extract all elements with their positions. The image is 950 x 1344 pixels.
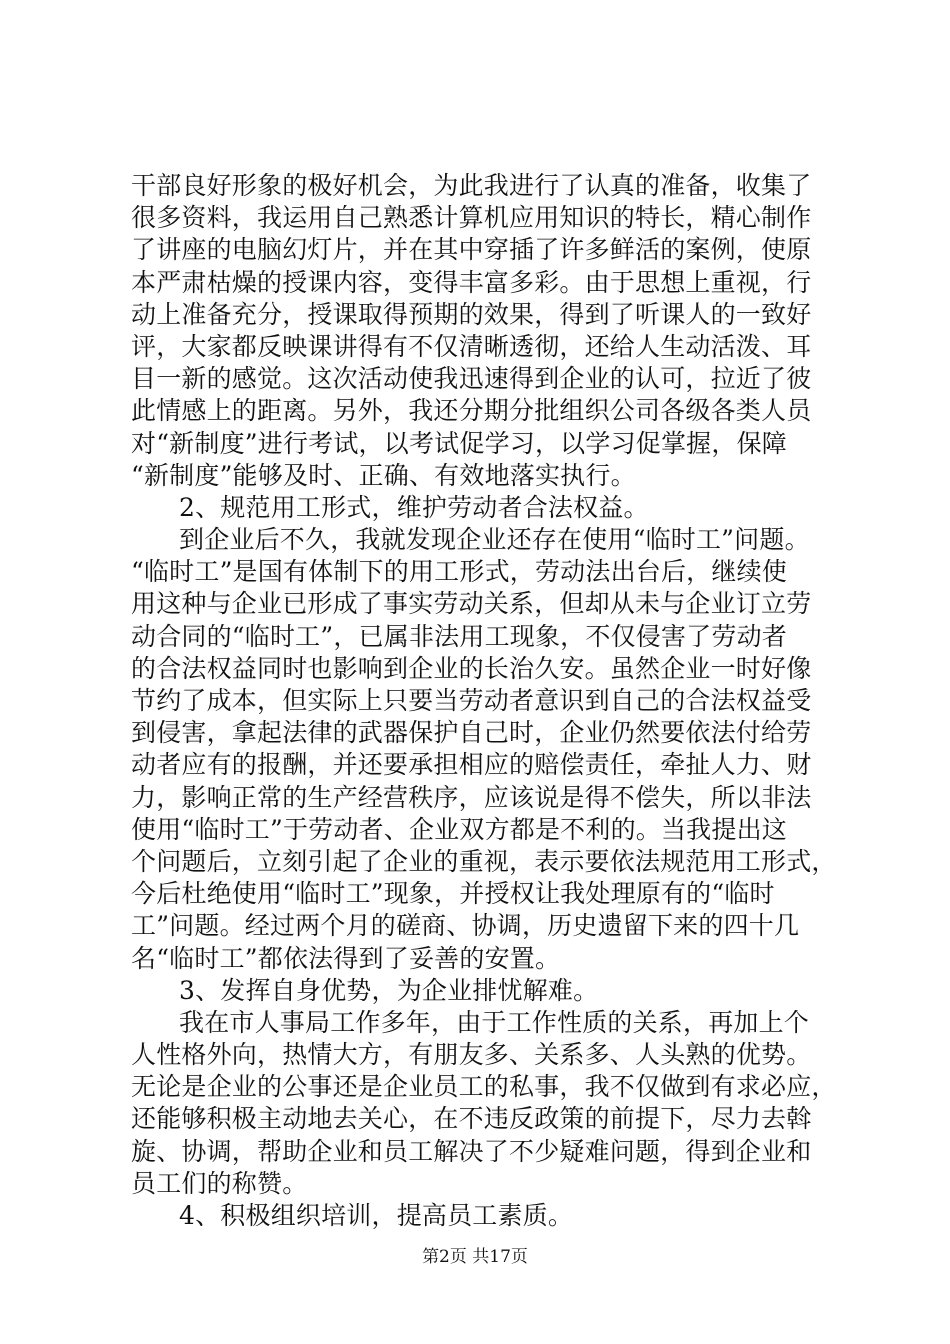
text-line: 动上准备充分，授课取得预期的效果，得到了听课人的一致好 — [131, 299, 812, 329]
text-line: 还能够积极主动地去关心，在不违反政策的前提下，尽力去斡 — [131, 1104, 812, 1134]
text-line: 到侵害，拿起法律的武器保护自己时，企业仍然要依法付给劳 — [131, 718, 812, 748]
text-line: 使用“临时工”于劳动者、企业双方都是不利的。当我提出这 — [131, 814, 787, 844]
text-line: 旋、协调，帮助企业和员工解决了不少疑难问题，得到企业和 — [131, 1136, 812, 1166]
text-line: “临时工”是国有体制下的用工形式，劳动法出台后，继续使 — [131, 557, 787, 587]
text-line: 很多资料，我运用自己熟悉计算机应用知识的特长，精心制作 — [131, 203, 812, 233]
text-line: 了讲座的电脑幻灯片，并在其中穿插了许多鲜活的案例，使原 — [131, 235, 812, 265]
text-line: 目一新的感觉。这次活动使我迅速得到企业的认可，拉近了彼 — [131, 364, 812, 394]
text-line: 我在市人事局工作多年，由于工作性质的关系，再加上个 — [179, 1007, 810, 1037]
text-line: 3、发挥自身优势，为企业排忧解难。 — [179, 975, 599, 1005]
text-line: 用这种与企业已形成了事实劳动关系，但却从未与企业订立劳 — [131, 589, 812, 619]
text-line: 干部良好形象的极好机会，为此我进行了认真的准备，收集了 — [131, 171, 812, 200]
document-body — [131, 170, 847, 1232]
text-line: 2、规范用工形式，维护劳动者合法权益。 — [179, 492, 649, 522]
text-line: 4、积极组织培训，提高员工素质。 — [179, 1201, 574, 1230]
text-line: 动合同的“临时工”，已属非法用工现象，不仅侵害了劳动者 — [131, 621, 787, 651]
text-line: 动者应有的报酬，并还要承担相应的赔偿责任，牵扯人力、财 — [131, 750, 812, 780]
text-line: 无论是企业的公事还是企业员工的私事，我不仅做到有求必应， — [131, 1072, 837, 1102]
text-line: 节约了成本，但实际上只要当劳动者意识到自己的合法权益受 — [131, 686, 812, 715]
text-line: 员工们的称赞。 — [131, 1168, 308, 1198]
text-line: 评，大家都反映课讲得有不仅清晰透彻，还给人生动活泼、耳 — [131, 331, 812, 361]
text-line: 个问题后，立刻引起了企业的重视，表示要依法规范用工形式， — [131, 846, 837, 876]
page-footer: 第2页 共17页 — [422, 1247, 528, 1267]
text-line: 人性格外向，热情大方，有朋友多、关系多、人头熟的优势。 — [131, 1040, 812, 1070]
text-line: 此情感上的距离。另外，我还分期分批组织公司各级各类人员 — [131, 396, 812, 426]
text-line: “新制度”能够及时、正确、有效地落实执行。 — [131, 460, 636, 490]
text-line: 力，影响正常的生产经营秩序，应该说是得不偿失，所以非法 — [131, 782, 812, 812]
text-line: 的合法权益同时也影响到企业的长治久安。虽然企业一时好像 — [131, 653, 812, 683]
text-line: 本严肃枯燥的授课内容，变得丰富多彩。由于思想上重视，行 — [131, 267, 812, 297]
text-line: 名“临时工”都依法得到了妥善的安置。 — [131, 943, 561, 973]
text-line: 到企业后不久，我就发现企业还存在使用“临时工”问题。 — [179, 525, 810, 555]
text-line: 今后杜绝使用“临时工”现象，并授权让我处理原有的“临时 — [131, 879, 775, 909]
text-line: 工”问题。经过两个月的磋商、协调，历史遗留下来的四十几 — [131, 911, 800, 941]
text-line: 对“新制度”进行考试，以考试促学习，以学习促掌握，保障 — [131, 428, 787, 458]
